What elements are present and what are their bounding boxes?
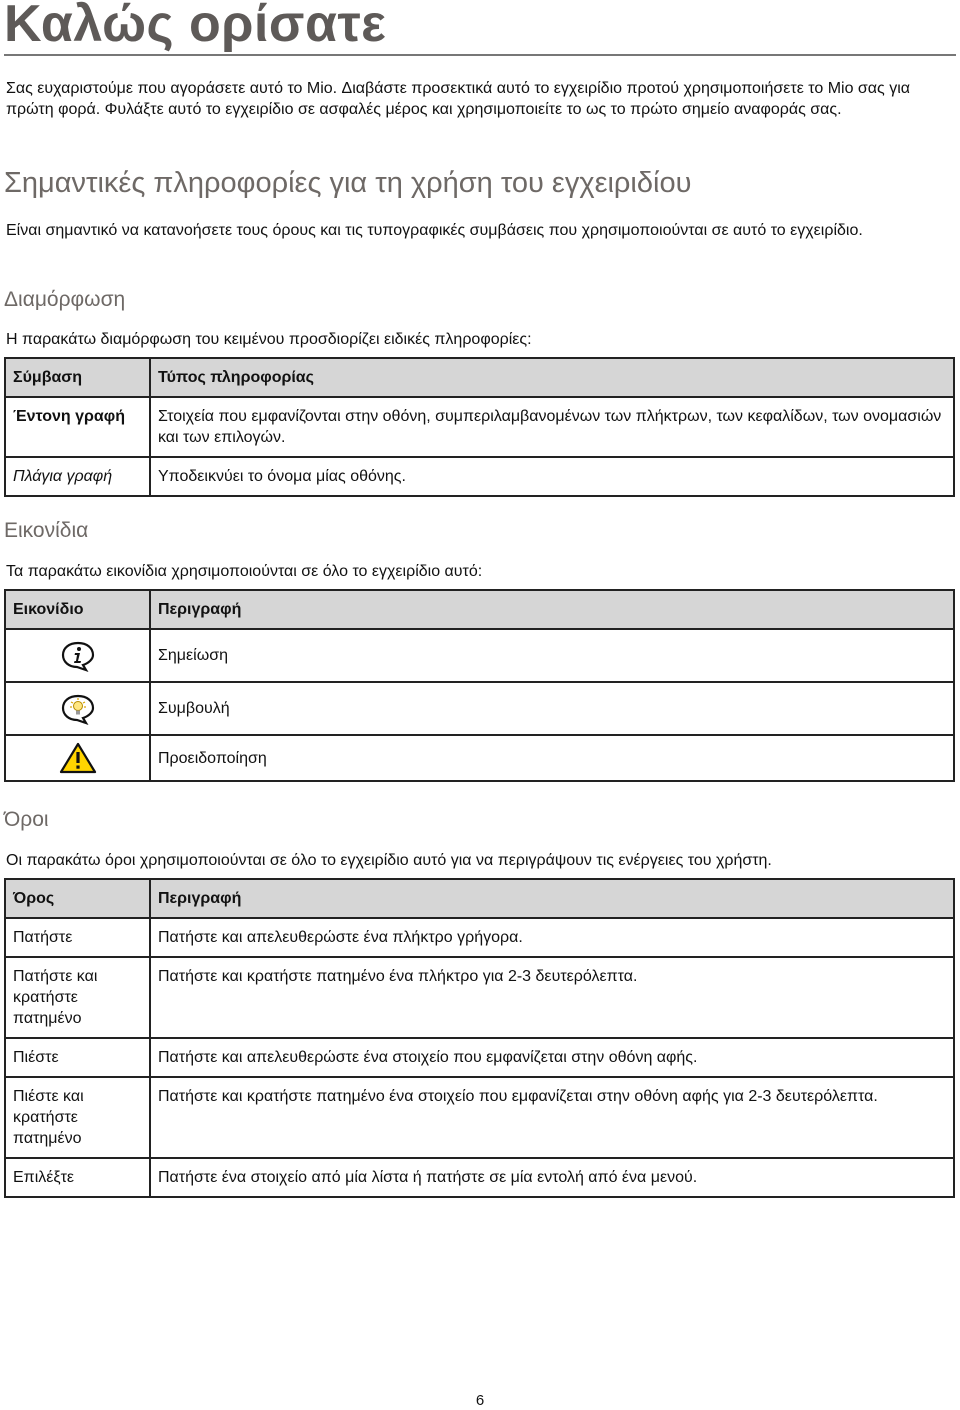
term-cell: Επιλέξτε — [5, 1158, 150, 1197]
formatting-heading: Διαμόρφωση — [4, 288, 126, 311]
section-heading: Σημαντικές πληροφορίες για τη χρήση του εγχειριδίου — [4, 167, 692, 199]
table-row — [5, 918, 954, 957]
table-row — [5, 397, 954, 457]
table-row — [5, 735, 954, 781]
table-header-row — [5, 590, 954, 629]
table-header-cell: Τύπος πληροφορίας — [150, 358, 954, 397]
description-cell: Πατήστε και απελευθερώστε ένα στοιχείο που εμφανίζεται στην οθόνη αφής. — [150, 1038, 954, 1077]
table-header-cell: Σύμβαση — [5, 358, 150, 397]
term-cell: Πατήστε και κρατήστε πατημένο — [5, 957, 150, 1038]
intro-paragraph: Σας ευχαριστούμε που αγοράσετε αυτό το Mio. Διαβάστε προσεκτικά αυτό το εγχειρίδιο προτού χρησιμοποιήσετε το Mio σας για πρώτη φορά. Φυλάξτε αυτό το εγχειρίδιο σε ασφαλές μέρος και χρησιμοποιείτε το ως το πρώτο σημείο αναφοράς σας. — [6, 80, 911, 118]
note-info-icon — [60, 640, 96, 672]
convention-cell: Πλάγια γραφή — [5, 457, 150, 496]
table-header-cell: Εικονίδιο — [5, 590, 150, 629]
table-row — [5, 957, 954, 1038]
formatting-table — [4, 357, 955, 497]
term-cell: Πατήστε — [5, 918, 150, 957]
icon-cell — [5, 629, 150, 682]
description-cell: Σημείωση — [150, 629, 954, 682]
title-divider — [4, 54, 956, 56]
description-cell: Προειδοποίηση — [150, 735, 954, 781]
table-row — [5, 457, 954, 496]
table-row — [5, 682, 954, 735]
tip-lightbulb-icon — [60, 693, 96, 725]
table-header-cell: Περιγραφή — [150, 879, 954, 918]
terms-table — [4, 878, 955, 1198]
icons-paragraph: Τα παρακάτω εικονίδια χρησιμοποιούνται σε όλο το εγχειρίδιο αυτό: — [6, 563, 483, 580]
table-row — [5, 1077, 954, 1158]
table-row — [5, 1038, 954, 1077]
table-header-row — [5, 879, 954, 918]
terms-paragraph: Οι παρακάτω όροι χρησιμοποιούνται σε όλο το εγχειρίδιο αυτό για να περιγράψουν τις ενέργειες του χρήστη. — [6, 852, 772, 869]
description-cell: Πατήστε και κρατήστε πατημένο ένα στοιχείο που εμφανίζεται στην οθόνη αφής για 2-3 δευτερόλεπτα. — [150, 1077, 954, 1158]
terms-heading: Όροι — [4, 808, 49, 831]
table-header-cell: Όρος — [5, 879, 150, 918]
table-header-cell: Περιγραφή — [150, 590, 954, 629]
term-cell: Πιέστε και κρατήστε πατημένο — [5, 1077, 150, 1158]
table-header-row — [5, 358, 954, 397]
description-cell: Υποδεικνύει το όνομα μίας οθόνης. — [150, 457, 954, 496]
icon-cell — [5, 682, 150, 735]
icon-cell — [5, 735, 150, 781]
table-row — [5, 629, 954, 682]
section-paragraph: Είναι σημαντικό να κατανοήσετε τους όρους και τις τυπογραφικές συμβάσεις που χρησιμοποιούνται σε αυτό το εγχειρίδιο. — [6, 222, 863, 239]
icons-heading: Εικονίδια — [4, 519, 89, 542]
description-cell: Πατήστε και κρατήστε πατημένο ένα πλήκτρο για 2-3 δευτερόλεπτα. — [150, 957, 954, 1038]
icons-table — [4, 589, 955, 782]
table-row — [5, 1158, 954, 1197]
description-cell: Πατήστε ένα στοιχείο από μία λίστα ή πατήστε σε μία εντολή από ένα μενού. — [150, 1158, 954, 1197]
page-number: 6 — [475, 1392, 485, 1409]
page-title: Καλώς ορίσατε — [4, 0, 387, 53]
convention-cell: Έντονη γραφή — [5, 397, 150, 457]
description-cell: Στοιχεία που εμφανίζονται στην οθόνη, συμπεριλαμβανομένων των πλήκτρων, των κεφαλίδων, των ονομασιών και των επιλογών. — [150, 397, 954, 457]
term-cell: Πιέστε — [5, 1038, 150, 1077]
warning-triangle-icon — [59, 742, 97, 774]
formatting-paragraph: Η παρακάτω διαμόρφωση του κειμένου προσδιορίζει ειδικές πληροφορίες: — [6, 331, 532, 348]
description-cell: Συμβουλή — [150, 682, 954, 735]
description-cell: Πατήστε και απελευθερώστε ένα πλήκτρο γρήγορα. — [150, 918, 954, 957]
